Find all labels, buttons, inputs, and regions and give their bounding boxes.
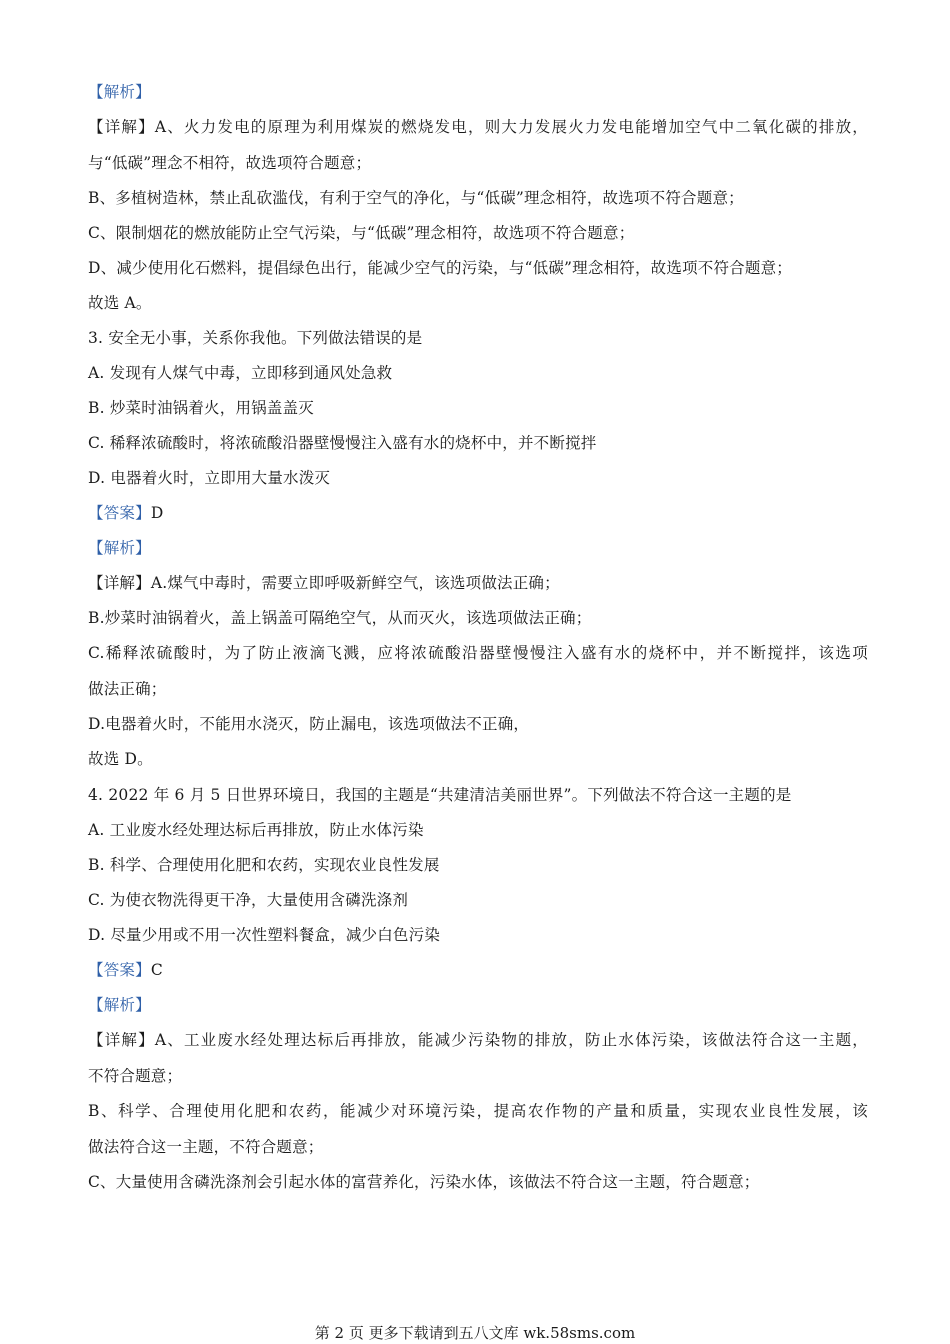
option-c: C. 稀释浓硫酸时，将浓硫酸沿器壁慢慢注入盛有水的烧杯中，并不断搅拌 xyxy=(88,434,597,452)
doc-line: 做法正确； xyxy=(88,680,167,698)
doc-line: 【详解】A、工业废水经处理达标后再排放，能减少污染物的排放，防止水体污染，该做法符合这一主题， xyxy=(88,1031,868,1049)
doc-line xyxy=(88,537,868,559)
section-tag: 【答案】 xyxy=(88,504,151,522)
doc-line: 故选 A。 xyxy=(88,294,152,312)
doc-line: 故选 D。 xyxy=(88,750,153,768)
doc-line: C、大量使用含磷洗涤剂会引起水体的富营养化，污染水体，该做法不符合这一主题，符合题意； xyxy=(88,1173,760,1191)
section-tag: 【解析】 xyxy=(88,996,151,1014)
option-a: A. 发现有人煤气中毒，立即移到通风处急救 xyxy=(88,364,393,382)
doc-line: B、多植树造林，禁止乱砍滥伐，有利于空气的净化，与“低碳”理念相符，故选项不符合题意； xyxy=(88,189,744,207)
doc-line: 【详解】A.煤气中毒时，需要立即呼吸新鲜空气，该选项做法正确； xyxy=(88,574,560,592)
option-c: C. 为使衣物洗得更干净，大量使用含磷洗涤剂 xyxy=(88,891,409,909)
section-tag: 【解析】 xyxy=(88,539,151,557)
question-3: 3. 安全无小事，关系你我他。下列做法错误的是 xyxy=(88,329,423,347)
section-tag: 【解析】 xyxy=(88,83,151,101)
doc-line: C.稀释浓硫酸时，为了防止液滴飞溅，应将浓硫酸沿器壁慢慢注入盛有水的烧杯中，并不断搅拌，该选项 xyxy=(88,644,868,662)
doc-line: 做法符合这一主题，不符合题意； xyxy=(88,1138,324,1156)
doc-line: C、限制烟花的燃放能防止空气污染，与“低碳”理念相符，故选项不符合题意； xyxy=(88,224,635,242)
doc-line: D、减少使用化石燃料，提倡绿色出行，能减少空气的污染，与“低碳”理念相符，故选项不符合题意； xyxy=(88,259,792,277)
section-tag: 【详解】 xyxy=(88,1031,155,1049)
doc-line: 【详解】A、火力发电的原理为利用煤炭的燃烧发电，则大力发展火力发电能增加空气中二氧化碳的排放， xyxy=(88,118,868,136)
option-d: D. 尽量少用或不用一次性塑料餐盒，减少白色污染 xyxy=(88,926,441,944)
doc-line: 不符合题意； xyxy=(88,1067,183,1085)
section-tag: 【答案】 xyxy=(88,961,151,979)
option-b: B. 科学、合理使用化肥和农药，实现农业良性发展 xyxy=(88,856,440,874)
section-tag: 【详解】 xyxy=(88,574,151,592)
doc-line: 与“低碳”理念不相符，故选项符合题意； xyxy=(88,154,372,172)
doc-line xyxy=(88,994,868,1016)
doc-line: B.炒菜时油锅着火，盖上锅盖可隔绝空气，从而灭火，该选项做法正确； xyxy=(88,609,592,627)
option-a: A. 工业废水经处理达标后再排放，防止水体污染 xyxy=(88,821,424,839)
answer-line: 【答案】C xyxy=(88,961,163,979)
page-footer: 第 2 页 更多下载请到五八文库 wk.58sms.com xyxy=(314,1324,636,1342)
option-d: D. 电器着火时，立即用大量水泼灭 xyxy=(88,469,331,487)
doc-line: D.电器着火时，不能用水浇灭，防止漏电，该选项做法不正确， xyxy=(88,715,530,733)
section-tag: 【详解】 xyxy=(88,118,155,136)
doc-line: B、科学、合理使用化肥和农药，能减少对环境污染，提高农作物的产量和质量，实现农业良性发展，该 xyxy=(88,1102,868,1120)
answer-line: 【答案】D xyxy=(88,504,164,522)
question-4: 4. 2022 年 6 月 5 日世界环境日，我国的主题是“共建清洁美丽世界”。下列做法不符合这一主题的是 xyxy=(88,786,792,804)
doc-line xyxy=(88,81,868,103)
option-b: B. 炒菜时油锅着火，用锅盖盖灭 xyxy=(88,399,314,417)
